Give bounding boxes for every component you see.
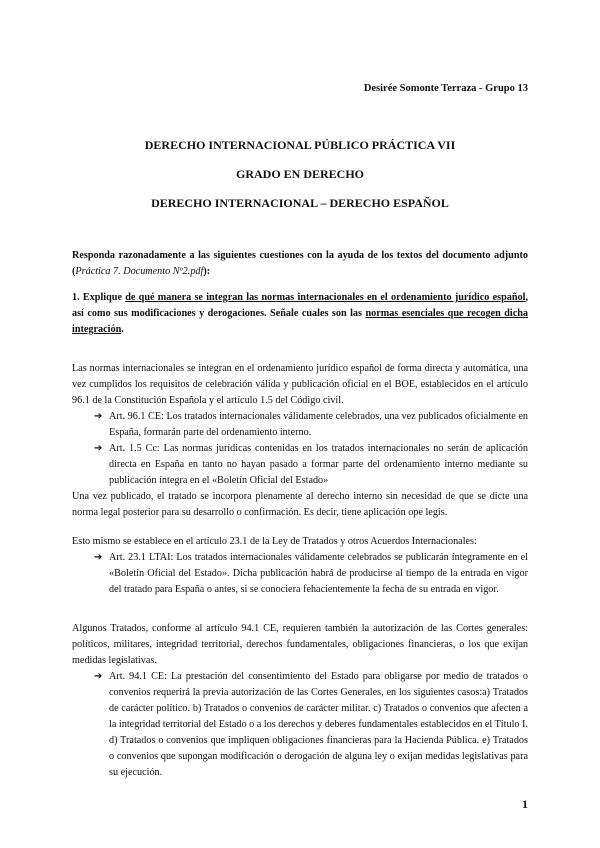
question-1-underlined-1: de qué manera se integran las normas internacionales en el ordenamiento jurídico español <box>125 292 526 303</box>
title-line-1: DERECHO INTERNACIONAL PÚBLICO PRÁCTICA VII <box>144 138 456 152</box>
question-1 <box>72 290 528 338</box>
arrow-right-icon: ➔ <box>94 552 103 563</box>
title-line-3: DERECHO INTERNACIONAL – DERECHO ESPAÑOL <box>151 196 449 210</box>
instructions-text: Responda razonadamente a las siguientes cuestiones con la ayuda de los textos del documento adjunto ( <box>72 250 528 277</box>
document-body <box>72 248 528 781</box>
list-item <box>94 550 528 598</box>
question-1-part-1: 1. Explique <box>72 292 126 303</box>
list-item-text: Art. 1.5 Cc: Las normas jurídicas contenidas en los tratados internacionales no serán de aplicación directa en España en tanto no hayan pasado a formar parte del ordenamiento interno mediante su publicación íntegra en el «Boletín Oficial del Estado» <box>109 443 528 486</box>
bullet-list-1 <box>72 409 528 489</box>
author-header: Desirée Somonte Terraza - Grupo 13 <box>363 83 528 94</box>
list-item <box>94 669 528 781</box>
arrow-right-icon: ➔ <box>94 443 103 454</box>
question-1-part-3: . <box>121 324 124 335</box>
list-item-text: Art. 23.1 LTAI: Los tratados internacionales válidamente celebrados se publicarán íntegramente en el «Boletín Oficial del Estado». Dicha publicación habrá de producirse al tiempo de la entrada en vigor del tratado para España o antes, si se conociera fehacientemente la fecha de su entrada en vigor. <box>109 552 528 595</box>
paragraph-ltai: Esto mismo se establece en el artículo 23.1 de la Ley de Tratados y otros Acuerdos Internacionales: <box>72 536 477 547</box>
bullet-list-3 <box>72 669 528 781</box>
paragraph-integration: Las normas internacionales se integran en el ordenamiento jurídico español de forma directa y automática, una vez cumplidos los requisitos de celebración válida y publicación oficial en el BOE, establecidos en el artículo 96.1 de la Constitución Española y el artículo 1.5 del Código civil. <box>72 363 528 406</box>
page-number: 1 <box>522 797 528 811</box>
arrow-right-icon: ➔ <box>94 411 103 422</box>
paragraph-ope-legis: Una vez publicado, el tratado se incorpora plenamente al derecho interno sin necesidad de que se dicte una norma legal posterior para su desarrollo o confirmación. Es decir, tiene aplicación ope legis. <box>72 491 528 518</box>
list-item-text: Art. 96.1 CE: Los tratados internacionales válidamente celebrados, una vez publicados oficialmente en España, formarán parte del ordenamiento interno. <box>109 411 528 438</box>
question-1-underlined-2: normas esenciales que recogen dicha integración <box>72 308 529 335</box>
instructions <box>72 248 528 280</box>
question-1-part-2: , así como sus modificaciones y derogaciones. Señale cuales son las <box>72 292 528 319</box>
source-document: Práctica 7. Documento Nº2.pdf <box>75 266 204 277</box>
title-line-2: GRADO EN DERECHO <box>235 167 364 181</box>
instructions-end: ): <box>203 266 211 277</box>
title-block <box>72 138 528 225</box>
list-item <box>94 441 528 489</box>
list-item <box>94 409 528 441</box>
list-item-text: Art. 94.1 CE: La prestación del consentimiento del Estado para obligarse por medio de tratados o convenios requerirá la previa autorización de las Cortes Generales, en los siguientes casos:a) Tratados de carácter político. b) Tratados o convenios de carácter militar. c) Tratados o convenios que afecten a la integridad territorial del Estado o a los derechos y deberes fundamentales establecidos en el Título I. d) Tratados o convenios que impliquen obligaciones financieras para la Hacienda Pública. e) Tratados o convenios que supongan modificación o derogación de alguna ley o exijan medidas legislativas para su ejecución. <box>109 671 528 778</box>
arrow-right-icon: ➔ <box>94 671 103 682</box>
bullet-list-2 <box>72 550 528 598</box>
paragraph-cortes: Algunos Tratados, conforme al artículo 94.1 CE, requieren también la autorización de las Cortes generales: políticos, militares, integridad territorial, derechos fundamentales, obligaciones financieras, o los que exijan medidas legislativas. <box>72 623 528 666</box>
